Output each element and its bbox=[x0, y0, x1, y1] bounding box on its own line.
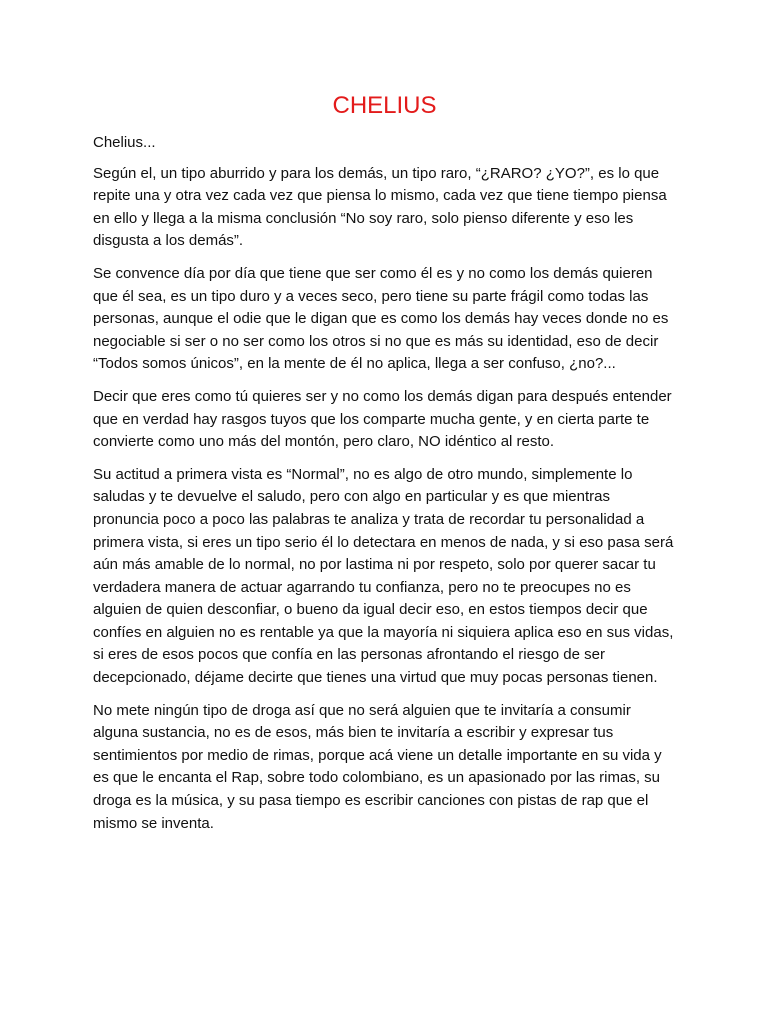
paragraph-3: Decir que eres como tú quieres ser y no como los demás digan para después entender que en verdad hay rasgos tuyos que los comparte mucha gente, y en cierta parte te convierte como uno más del montón, pero claro, NO idéntico al resto. bbox=[93, 387, 672, 451]
paragraph-4: Su actitud a primera vista es “Normal”, no es algo de otro mundo, simplemente lo saludas y te devuelve el saludo, pero con algo en particular y es que mientras pronuncia poco a poco las palabras te analiza y trata de recordar tu personalidad a primera vista, si eres un tipo serio él lo detectara en menos de nada, y si eso pasa será aún más amable de lo normal, no por lastima ni por respeto, solo por querer sacar tu verdadera manera de actuar agarrando tu confianza, pero no te preocupes no es alguien de quien desconfiar, o bueno da igual decir eso, en estos tiempos decir que confíes en alguien no es rentable ya que la mayoría ni siquiera aplica eso en sus vidas, si eres de esos pocos que confía en las personas afrontando el riesgo de ser decepcionado, déjame decirte que tienes una virtud que muy pocas personas tienen. bbox=[93, 465, 674, 687]
paragraph-5: No mete ningún tipo de droga así que no será alguien que te invitaría a consumir alguna sustancia, no es de esos, más bien te invitaría a escribir y expresar tus sentimientos por medio de rimas, porque acá viene un detalle importante en su vida y es que le encanta el Rap, sobre todo colombiano, es un apasionado por las rimas, su droga es la música, y su pasa tiempo es escribir canciones con pistas de rap que el mismo se inventa. bbox=[93, 701, 662, 832]
document-title: CHELIUS bbox=[332, 92, 437, 119]
paragraph-2: Se convence día por día que tiene que ser como él es y no como los demás quieren que él sea, es un tipo duro y a veces seco, pero tiene su parte frágil como todas las personas, aunque el odie que le digan que es como los demás hay veces donde no es negociable si ser o no ser como los otros si no que es más su identidad, eso de decir “Todos somos únicos”, en la mente de él no aplica, llega a ser confuso, ¿no?... bbox=[93, 264, 669, 373]
paragraph-intro: Chelius... bbox=[93, 134, 156, 151]
paragraph-1: Según el, un tipo aburrido y para los demás, un tipo raro, “¿RARO? ¿YO?”, es lo que repite una y otra vez cada vez que piensa lo mismo, cada vez que tiene tiempo piensa en ello y llega a la misma conclusión “No soy raro, solo pienso diferente y eso les disgusta a los demás”. bbox=[93, 164, 667, 250]
